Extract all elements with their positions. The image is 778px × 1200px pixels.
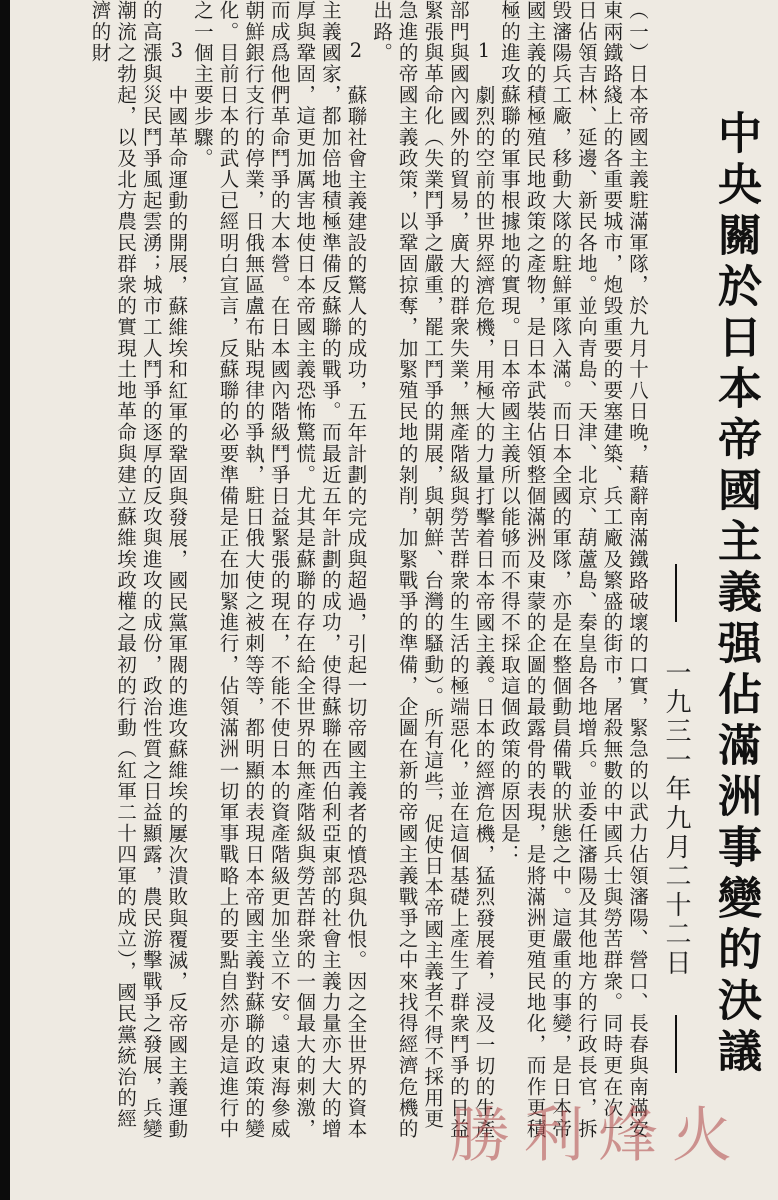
paragraph-4: 3 中國革命運動的開展，蘇維埃和紅軍的鞏固與發展，國民黨軍閥的進攻蘇維埃的屢次潰敗與覆滅，反帝國主義運動的高漲與災民鬥爭風起雲湧；城市工人鬥爭的逐厚的反攻與進攻的成份，政治性質之日益顯露，農民游擊戰爭之發展，兵變潮流之勃起，以及北方農民群衆的實現土地革命與建立蘇維埃政權之最初的行動（紅軍二十四軍的成立），國民黨統治的經濟的財 xyxy=(88,0,189,1140)
watermark: 勝利烽火 xyxy=(450,1101,746,1171)
paragraph-3: 2 蘇聯社會主義建設的驚人的成功，五年計劃的完成與超過，引起一切帝國主義者的憤恐與仇恨。因之全世界的資本主義國家，都加倍地積極準備反蘇聯的戰爭。而最近五年計劃的成功，使得蘇聯在西伯利亞東部的社會主義力量亦大大的增厚與鞏固，這更加厲害地使日本帝國主義恐怖驚慌。尤其是蘇聯的存在給全世界的無產階級與勞苦群衆的一個最大的刺激，而成爲他們革命鬥爭的大本營。在日本國內階級鬥爭日益緊張的現在，不能不使日本的資產階級更加坐立不安。遠東海參威朝鮮銀行支行的停業，日俄無區盧布貼現律的爭執，駐日俄大使之被刺等等，都明顯的表現日本帝國主義對蘇聯的政策的變化。目前日本的武人已經明白宣言，反蘇聯的必要準備是正在加緊進行，佔領滿洲一切軍事戰略上的要點自然亦是這進行中之一個主要步驟。 xyxy=(190,0,368,1140)
document-body xyxy=(10,0,650,1150)
date-dash-bottom xyxy=(675,1015,677,1073)
date-text: 一九三一年九月二十二日 xyxy=(661,659,691,978)
document-page xyxy=(10,0,778,1200)
document-title: 中央關於日本帝國主義强佔滿洲事變的決議 xyxy=(710,110,761,1079)
paragraph-2: 1 劇烈的空前的世界經濟危機，用極大的力量打擊着日本帝國主義。日本的經濟危機，猛烈發展着，浸及一切的生產部門與國內國外的貿易，廣大的群衆失業，無產階級與勞苦群衆的生活的極端惡化，並在這個基礎上產生了群衆鬥爭的日益緊張與革命化（失業鬥爭之嚴重，罷工鬥爭的開展，與朝鮮、台灣的騷動）。所有這些，促使日本帝國主義者不得不採用更急進的帝國主義政策，以鞏固掠奪，加緊殖民地的剝削，加緊戰爭的準備，企圖在新的帝國主義戰爭之中來找得經濟危機的出路。 xyxy=(370,0,496,1140)
date-dash-top xyxy=(675,564,677,622)
paragraph-1: （一）日本帝國主義駐滿軍隊，於九月十八日晚，藉辭南滿鐵路破壞的口實，緊急的以武力佔領瀋陽、營口、長春與南滿安東兩鐵路綫上的各重要城市，炮毁重要的要塞建築、兵工廠及繁盛的街市，屠殺無數的中國兵士與勞苦群衆。同時更在次一日佔領吉林、延邊、新民各地。並向青島、天津、北京、葫蘆島、秦皇島各地增兵。並委任瀋陽及其他地方的行政長官，拆毁瀋陽兵工廠，移動大隊的駐鮮軍隊入滿。而日本全國的軍隊，亦是在整個動員備戰的狀態之中。這嚴重的事變，是日本帝國主義的積極殖民地政策之產物，是日本武裝佔領整個滿洲及東蒙的企圖的最露骨的表現，是將滿洲更殖民地化，而作更積極的進攻蘇聯的軍事根據地的實現。日本帝國主義所以能够而不得不採取這個政策的原因是： xyxy=(498,0,649,1140)
